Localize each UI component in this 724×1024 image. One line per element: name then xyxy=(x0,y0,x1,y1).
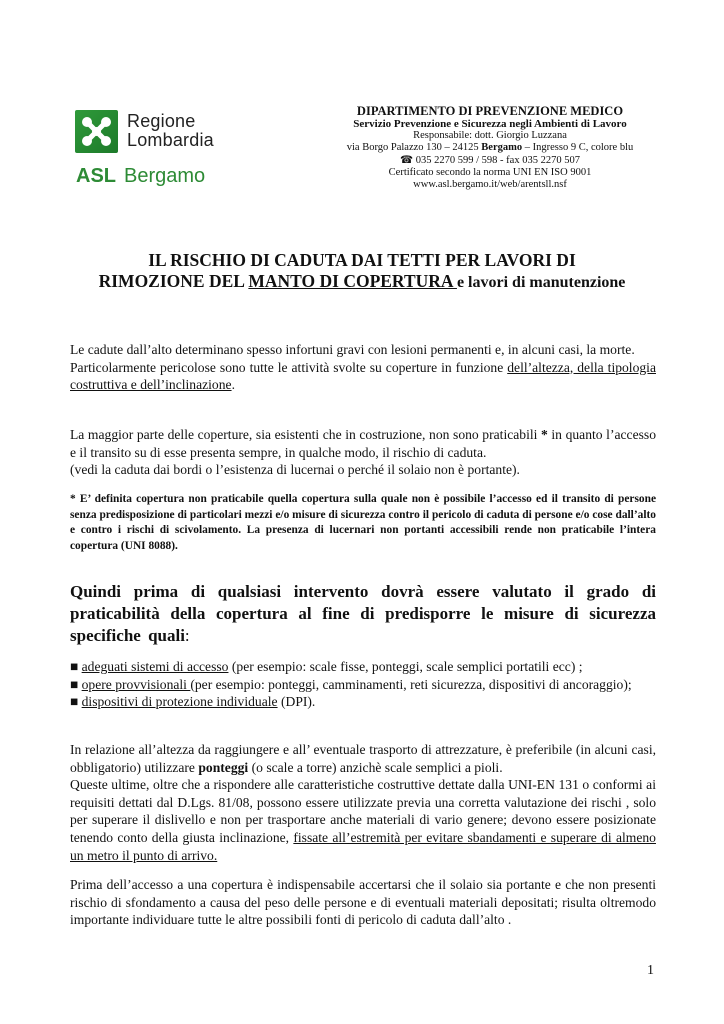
document-title: IL RISCHIO DI CADUTA DAI TETTI PER LAVORI DI RIMOZIONE DEL MANTO DI COPERTURA e lavori di manutenzione xyxy=(98,250,626,291)
service-name: Servizio Prevenzione e Sicurezza negli Ambienti di Lavoro xyxy=(353,118,627,130)
address: via Borgo Palazzo 130 – 24125 Bergamo – Ingresso 9 C, colore blu xyxy=(346,142,634,154)
paragraph-intro: Le cadute dall’alto determinano spesso infortuni gravi con lesioni permanenti e, in alcuni casi, la morte. Particolarmente pericolose sono tutte le attività svolte su coperture in funzione dell’altezza, della tipologia costruttiva e dell’inclinazione. xyxy=(70,342,656,393)
definition-note: * E’ definita copertura non praticabile quella copertura sulla quale non è possibile l’accesso ed il transito di persone senza predisposizione di particolari mezzi e/o misure di sicurezza contro il pericolo di caduta di persone e/o cose dall’alto e contro i rischi di scivolamento. La presenza di lucernari non portanti accessibili rende non praticabile l’intera copertura (UNI 8088). xyxy=(70,493,656,552)
phone-icon: ☎ xyxy=(400,154,414,166)
certification: Certificato secondo la norma UNI EN ISO 9001 xyxy=(388,166,592,178)
lombardy-rose-icon xyxy=(75,110,118,153)
department-name: DIPARTIMENTO DI PREVENZIONE MEDICO xyxy=(356,104,624,118)
paragraph-ladders: In relazione all’altezza da raggiungere e all’ eventuale trasporto di attrezzature, è preferibile (in alcuni casi, obbligatorio) utilizzare ponteggi (o scale a torre) anzichè scale semplici a pioli. Queste ultime, oltre che a rispondere alle caratteristiche costruttive dettate dalla UNI-EN 131 o conformi ai requisiti dettati dal D.Lgs. 81/08, possono essere utilizzate previa una corretta valutazione dei rischi , solo per superare il dislivello e non per trasportare anche materiali di vario genere; devono essere posizionate tenendo conto della giusta inclinazione, fissate all’estremità per evitare sbandamenti e superare di almeno un metro il punto di arrivo. xyxy=(70,742,656,863)
phone-fax: ☎ 035 2270 599 / 598 - fax 035 2270 507 xyxy=(400,154,580,166)
list-item: ■ opere provvisionali (per esempio: ponteggi, camminamenti, reti sicurezza, dispositivi di ancoraggio); xyxy=(70,676,632,692)
list-item: ■ adeguati sistemi di accesso (per esempio: scale fisse, ponteggi, scale semplici portatili ecc) ; xyxy=(70,659,583,674)
bullet-square-icon: ■ xyxy=(70,694,79,710)
bullet-square-icon: ■ xyxy=(70,676,79,692)
website-link[interactable]: www.asl.bergamo.it/web/arentsll.nsf xyxy=(413,179,567,191)
emphasis-paragraph: Quindi prima di qualsiasi intervento dovrà essere valutato il grado di praticabilità della copertura al fine di predisporre le misure di sicurezza specifiche quali: xyxy=(70,582,656,645)
page-number: 1 xyxy=(647,963,654,978)
logo-text: Regione Lombardia xyxy=(127,111,214,150)
paragraph-coverage: La maggior parte delle coperture, sia esistenti che in costruzione, non sono praticabili * in quanto l’accesso e il transito su di esse presenta sempre, in qualche modo, il rischio di caduta. (vedi la caduta dai bordi o l’esistenza di lucernai o perché il solaio non è portante). xyxy=(70,427,656,478)
measures-list xyxy=(70,658,656,711)
bullet-square-icon: ■ xyxy=(70,659,79,674)
list-item: ■ dispositivi di protezione individuale (DPI). xyxy=(70,694,316,710)
asl-bergamo-label: ASL Bergamo xyxy=(76,165,206,187)
paragraph-access: Prima dell’accesso a una copertura è indispensabile accertarsi che il solaio sia portante e che non presenti rischio di sfondamento a causa del peso delle persone e di eventuali materiali depositati; risulta oltremodo importante individuare tutte le altre possibili fonti di pericolo di caduta dall’alto . xyxy=(70,877,656,928)
regione-lombardia-asl-logo xyxy=(75,110,245,198)
department-header xyxy=(320,104,660,191)
responsible: Responsabile: dott. Giorgio Luzzana xyxy=(413,130,567,142)
